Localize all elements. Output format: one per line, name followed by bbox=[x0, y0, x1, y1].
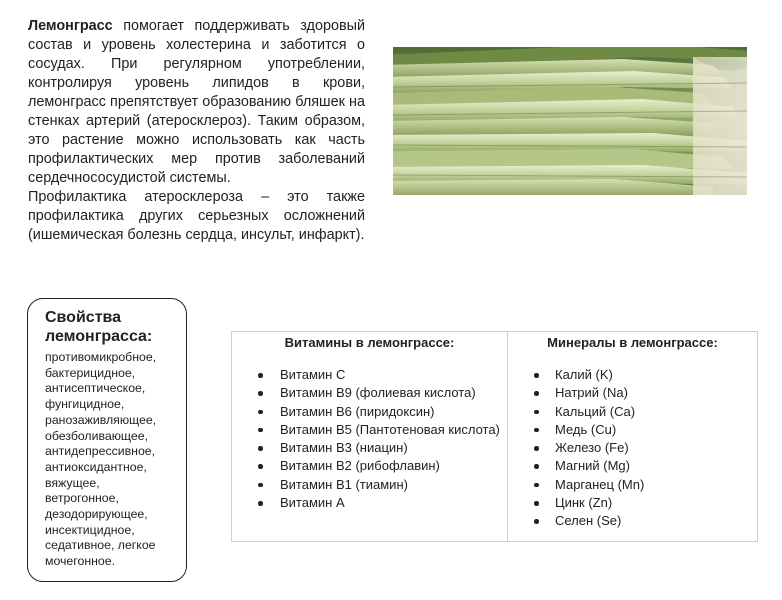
property-item: антисептическое, bbox=[45, 381, 146, 396]
property-item: седативное, легкое bbox=[45, 538, 156, 553]
vitamin-item: Витамин В5 (Пантотеновая кислота) bbox=[232, 421, 507, 439]
property-item: антидепрессивное, bbox=[45, 444, 156, 459]
mineral-item: Железо (Fe) bbox=[508, 439, 757, 457]
mineral-item: Натрий (Na) bbox=[508, 384, 757, 402]
property-item: антиоксидантное, bbox=[45, 459, 147, 474]
lemongrass-photo bbox=[393, 47, 747, 195]
intro-paragraph-1-text: помогает поддерживать здоровый состав и уровень холестерина и заботится о сосудах. При регулярном употреблении, контролируя уровень липидов в крови, лемонграсс препятствует образованию бляшек на стенках артерий (атеросклероз). Таким образом, это растение можно использовать как часть профилактических мер против заболеваний сердечнососудистой системы. bbox=[28, 18, 365, 186]
mineral-item: Калий (K) bbox=[508, 366, 757, 384]
vitamin-item: Витамин В6 (пиридоксин) bbox=[232, 403, 507, 421]
properties-list bbox=[45, 350, 178, 570]
property-item: дезодорирующее, bbox=[45, 507, 148, 522]
property-item: обезболивающее, bbox=[45, 428, 148, 443]
property-item: мочегонное. bbox=[45, 554, 115, 569]
property-item: инсектицидное, bbox=[45, 522, 135, 537]
property-item: ветрогонное, bbox=[45, 491, 119, 506]
intro-paragraph-2: Профилактика атеросклероза – это также профилактика других серьезных осложнений (ишемическая болезнь сердца, инсульт, инфаркт). bbox=[28, 189, 365, 243]
property-item: противомикробное, bbox=[45, 350, 157, 364]
mineral-item: Селен (Se) bbox=[508, 512, 757, 530]
mineral-item: Марганец (Mn) bbox=[508, 476, 757, 494]
vitamins-list bbox=[232, 366, 507, 512]
property-item: вяжущее, bbox=[45, 475, 100, 490]
intro-bold-word: Лемонграсс bbox=[28, 18, 113, 34]
nutrients-table bbox=[231, 331, 758, 542]
intro-text bbox=[28, 17, 365, 245]
minerals-header: Минералы в лемонграссе: bbox=[547, 335, 718, 350]
property-item: фунгицидное, bbox=[45, 397, 125, 412]
vitamin-item: Витамин В9 (фолиевая кислота) bbox=[232, 384, 507, 402]
property-item: ранозаживляющее, bbox=[45, 412, 157, 427]
properties-title: Свойства лемонграсса: bbox=[45, 309, 153, 345]
intro-paragraph-1 bbox=[28, 17, 365, 188]
vitamins-column bbox=[232, 332, 508, 541]
minerals-column bbox=[508, 332, 757, 541]
property-item: бактерицидное, bbox=[45, 365, 136, 380]
mineral-item: Магний (Mg) bbox=[508, 457, 757, 475]
vitamin-item: Витамин А bbox=[232, 494, 507, 512]
vitamin-item: Витамин С bbox=[232, 366, 507, 384]
minerals-list bbox=[508, 366, 757, 531]
vitamin-item: Витамин В2 (рибофлавин) bbox=[232, 457, 507, 475]
vitamins-header: Витамины в лемонграссе: bbox=[284, 335, 455, 350]
mineral-item: Цинк (Zn) bbox=[508, 494, 757, 512]
properties-box bbox=[27, 298, 187, 582]
mineral-item: Медь (Cu) bbox=[508, 421, 757, 439]
vitamin-item: Витамин В1 (тиамин) bbox=[232, 476, 507, 494]
vitamin-item: Витамин В3 (ниацин) bbox=[232, 439, 507, 457]
mineral-item: Кальций (Ca) bbox=[508, 403, 757, 421]
